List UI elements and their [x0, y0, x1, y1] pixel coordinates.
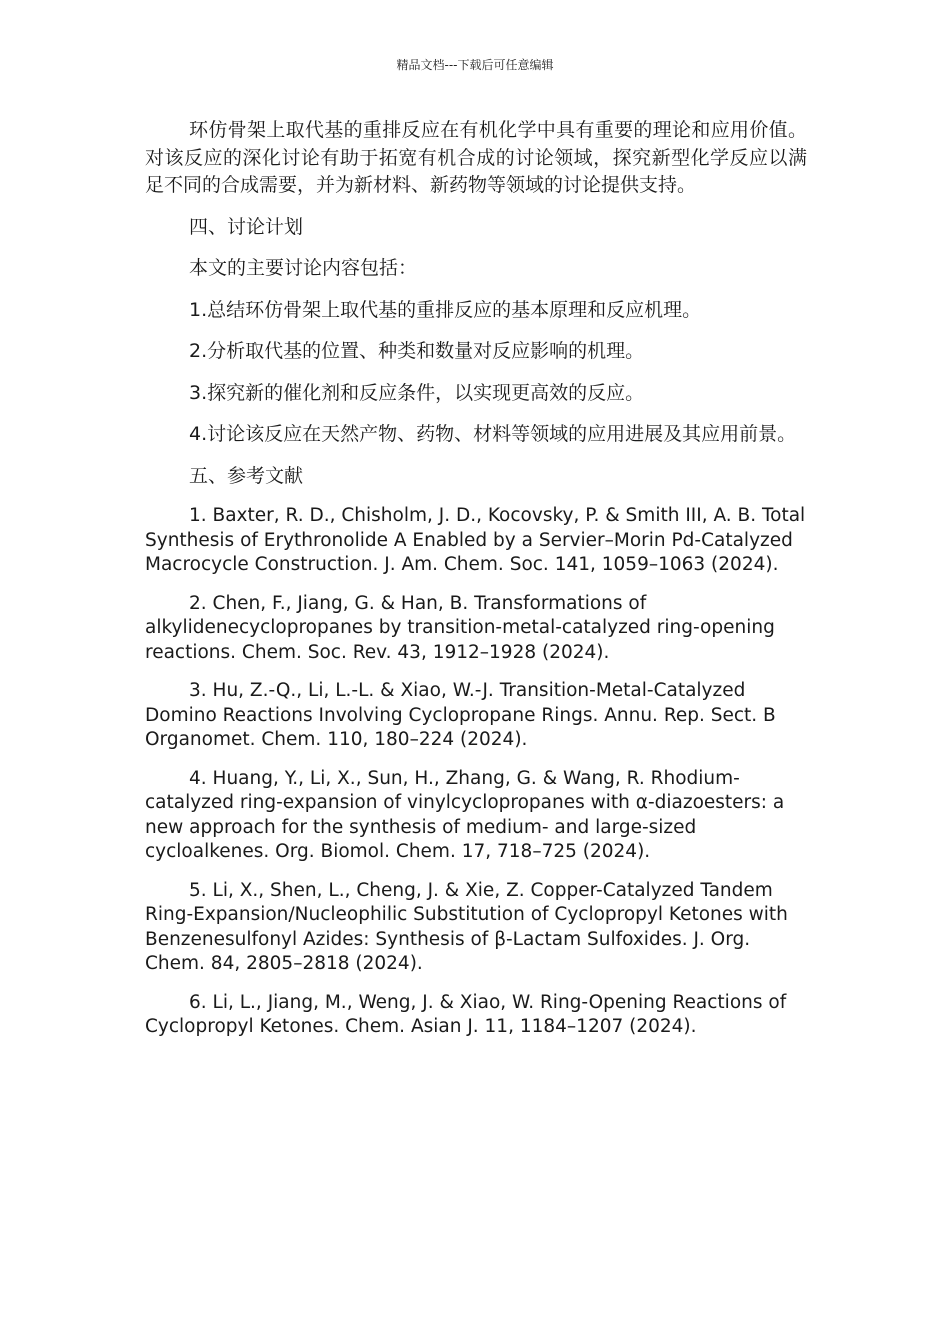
plan-item: 1.总结环仿骨架上取代基的重排反应的基本原理和反应机理。	[189, 298, 702, 321]
section-heading-plan: 四、讨论计划	[189, 215, 304, 238]
plan-item: 3.探究新的催化剂和反应条件，以实现更高效的反应。	[189, 381, 645, 404]
document-body	[145, 117, 807, 1054]
reference-item: 3. Hu, Z.-Q., Li, L.-L. & Xiao, W.-J. Transition-Metal-Catalyzed Domino Reactions Involving Cyclopropane Rings. Annu. Rep. Sect. B Organomet. Chem. 110, 180–224 (2024).	[145, 680, 776, 750]
reference-item: 2. Chen, F., Jiang, G. & Han, B. Transformations of alkylidenecyclopropanes by transition-metal-catalyzed ring-opening reactions. Chem. Soc. Rev. 43, 1912–1928 (2024).	[145, 592, 775, 663]
intro-paragraph: 环仿骨架上取代基的重排反应在有机化学中具有重要的理论和应用价值。对该反应的深化讨论有助于拓宽有机合成的讨论领域，探究新型化学反应以满足不同的合成需要，并为新材料、新药物等领域的讨论提供支持。	[145, 119, 807, 196]
page-header: 精品文档---下载后可任意编辑	[396, 58, 554, 72]
reference-item: 5. Li, X., Shen, L., Cheng, J. & Xie, Z. Copper-Catalyzed Tandem Ring-Expansion/Nucleophilic Substitution of Cyclopropyl Ketones with Benzenesulfonyl Azides: Synthesis of β-Lactam Sulfoxides. J. Org. Chem. 84, 2805–2818 (2024).	[145, 879, 788, 974]
reference-item: 1. Baxter, R. D., Chisholm, J. D., Kocovsky, P. & Smith III, A. B. Total Synthesis of Erythronolide A Enabled by a Servier–Morin Pd-Catalyzed Macrocycle Construction. J. Am. Chem. Soc. 141, 1059–1063 (2024).	[145, 505, 806, 575]
reference-item: 4. Huang, Y., Li, X., Sun, H., Zhang, G. & Wang, R. Rhodium-catalyzed ring-expansion of vinylcyclopropanes with α-diazoesters: a new approach for the synthesis of medium- and large-sized cycloalkenes. Org. Biomol. Chem. 17, 718–725 (2024).	[145, 767, 785, 862]
plan-item: 4.讨论该反应在天然产物、药物、材料等领域的应用进展及其应用前景。	[189, 423, 797, 445]
section-heading-references: 五、参考文献	[189, 464, 304, 487]
plan-lead: 本文的主要讨论内容包括：	[189, 257, 418, 279]
plan-item: 2.分析取代基的位置、种类和数量对反应影响的机理。	[189, 340, 645, 362]
reference-item: 6. Li, L., Jiang, M., Weng, J. & Xiao, W. Ring-Opening Reactions of Cyclopropyl Ketones. Chem. Asian J. 11, 1184–1207 (2024).	[145, 991, 787, 1037]
